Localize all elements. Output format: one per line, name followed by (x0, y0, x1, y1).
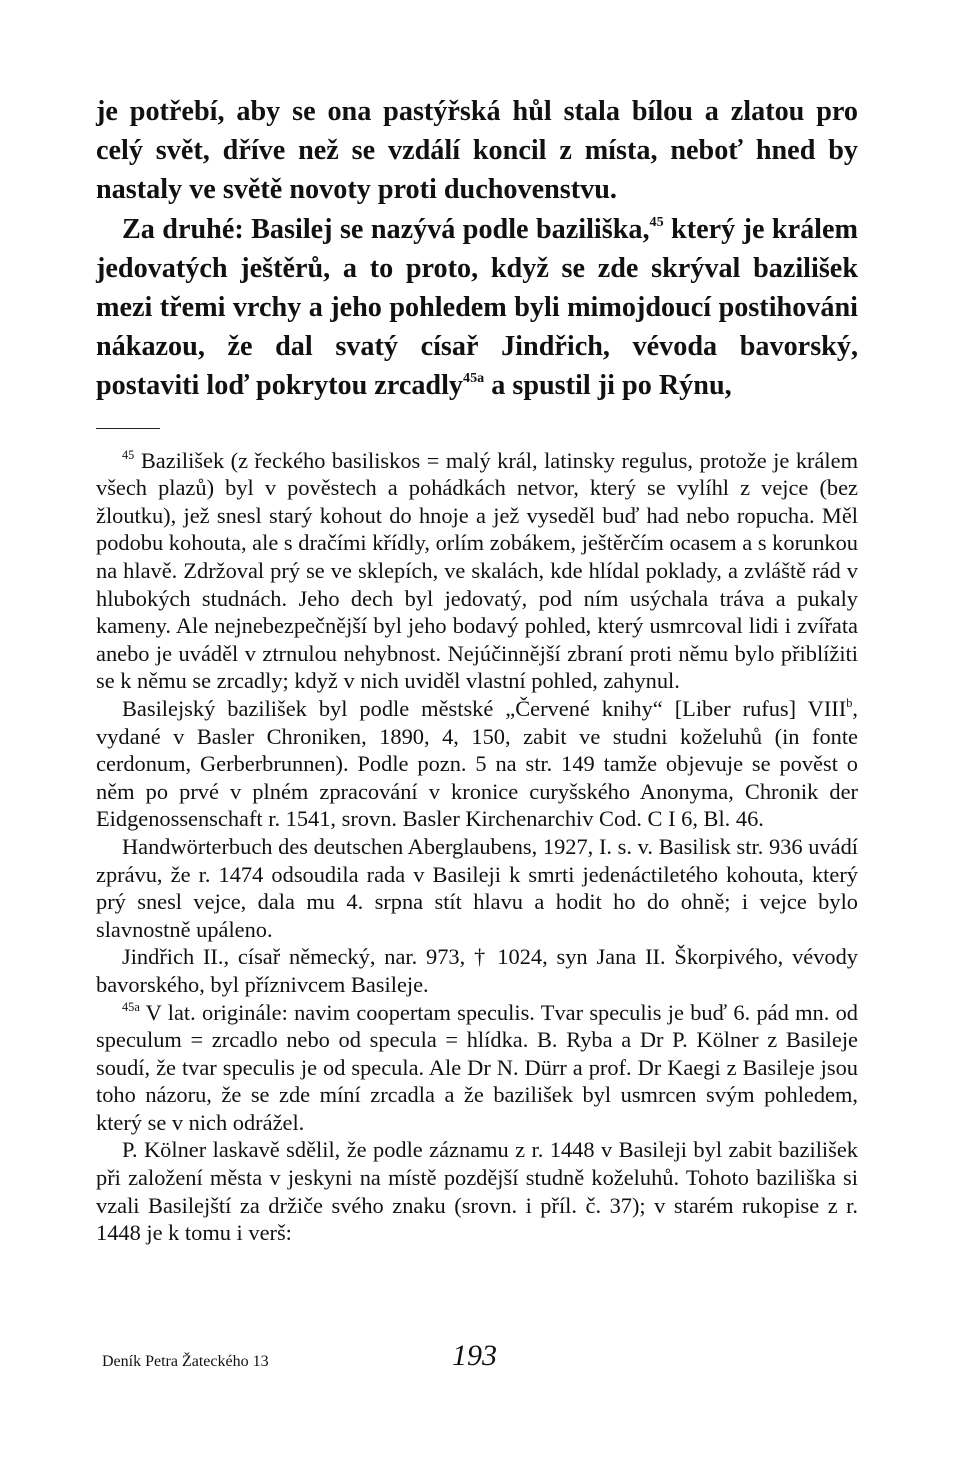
main-paragraph-1 (96, 92, 858, 210)
footnote-45-para-3-text: Handwörterbuch des deutschen Aberglaubens, 1927, I. s. v. Basilisk str. 936 uvádí zprávu, že r. 1474 odsoudila rada v Basileji k smrti jedenáctiletého kohouta, který prý snesl vejce, dala mu 4. srpna stít hlavu a hodit ho do ohně; i vejce bylo slavnostně upáleno. (96, 833, 858, 942)
main-paragraph-2 (96, 210, 858, 406)
footnote-45-para-2-text-a: Basilejský bazilišek byl podle městské „Červené knihy“ [Liber rufus] VIII (122, 695, 847, 721)
footnote-45a-marker: 45a (122, 999, 140, 1014)
footnote-ref-45: 45 (649, 213, 664, 230)
footnote-45-marker: 45 (122, 447, 135, 462)
main-text (96, 92, 858, 406)
footnote-ref-45a: 45a (463, 370, 485, 387)
footnote-45 (96, 447, 858, 695)
footnote-45a (96, 999, 858, 1137)
footnote-45a-para-2 (96, 1136, 858, 1246)
main-paragraph-1-text: je potřebí, aby se ona pastýřská hůl stala bílou a zlatou pro celý svět, dříve než se vzdálí koncil z místa, neboť hned by nastaly ve světě novoty proti duchovenstvu. (96, 96, 858, 206)
footnote-divider (96, 428, 160, 429)
footnote-45a-para-2-text: P. Kölner laskavě sdělil, že podle záznamu z r. 1448 v Basileji byl zabit bazilišek při založení města v jeskyni na místě pozdější studně koželuhů. Tohoto baziliška si vzali Basilejští za držiče svého znaku (srovn. i příl. č. 37); v starém rukopise z r. 1448 je k tomu i verš: (96, 1137, 858, 1246)
page-content (96, 92, 858, 1247)
superscript-b: b (846, 695, 853, 710)
footnote-45-text: Bazilišek (z řeckého basiliskos = malý král, latinsky regulus, protože je králem všech plazů) byl v pověstech a pohádkách netvor, který se vylíhl z vejce (bez žloutku), jež snesl starý kohout do hnoje a jež vyseděl buď had nebo ropucha. Měl podobu kohouta, ale s dračími křídly, orlím zobákem, ještěrčím ocasem a s korunkou na hlavě. Zdržoval prý se ve sklepích, ve skalách, kde hlídal poklady, a zvláště rád v hlubokých studnách. Jeho dech byl jedovatý, pod ním usýchala tráva a pukaly kameny. Ale nejnebezpečnější byl jeho bodavý pohled, který usmrcoval lidi i zvířata anebo je uváděl v ztrnulou nehybnost. Nejúčinnější zbraní proti němu bylo přiblížiti se k němu se zrcadly; když v nich uviděl vlastní pohled, zahynul. (96, 447, 858, 694)
footnote-45-para-4-text: Jindřich II., císař německý, nar. 973, † 1024, syn Jana II. Škorpivého, vévody bavorského, byl příznivcem Basileje. (96, 944, 858, 997)
page-footer (96, 1339, 858, 1375)
footnote-45-para-3 (96, 833, 858, 943)
footnote-45-para-2 (96, 695, 858, 833)
page-number: 193 (452, 1339, 497, 1372)
main-paragraph-2-text-c: a spustil ji po Rýnu, (484, 370, 732, 402)
footnotes (96, 447, 858, 1247)
footnote-45-para-2-text-b: , vydané v Basler Chroniken, 1890, 4, 150, zabit ve studni koželuhů (in fonte cerdonum, Gerberbrunnen). Podle pozn. 5 na str. 149 tamže objevuje se pověst o něm po prvé v plném zpracování v kronice curyšského Anonyma, Chronik der Eidgenossenschaft r. 1541, srovn. Basler Kirchenarchiv Cod. C I 6, Bl. 46. (96, 695, 858, 832)
printer-signature: Deník Petra Žateckého 13 (102, 1353, 269, 1370)
footnote-45a-text: V lat. originále: navim coopertam speculis. Tvar speculis je buď 6. pád mn. od speculum = zrcadlo nebo od specula = hlídka. B. Ryba a Dr P. Kölner z Basileje soudí, že tvar speculis je od specula. Ale Dr N. Dürr a prof. Dr Kaegi z Basileje jsou toho názoru, že se zde míní zrcadla a že bazilišek byl usmrcen svým pohledem, který se v nich odrážel. (96, 999, 858, 1135)
main-paragraph-2-text-a: Za druhé: Basilej se nazývá podle baziliška, (122, 213, 650, 245)
footnote-45-para-4 (96, 943, 858, 998)
main-paragraph-2-text-b: který je králem jedovatých ještěrů, a to proto, když se zde skrýval bazilišek mezi třemi vrchy a jeho pohledem byli mimojdoucí postihováni nákazou, že dal svatý císař Jindřich, vévoda bavorský, postaviti loď pokrytou zrcadly (96, 213, 858, 402)
